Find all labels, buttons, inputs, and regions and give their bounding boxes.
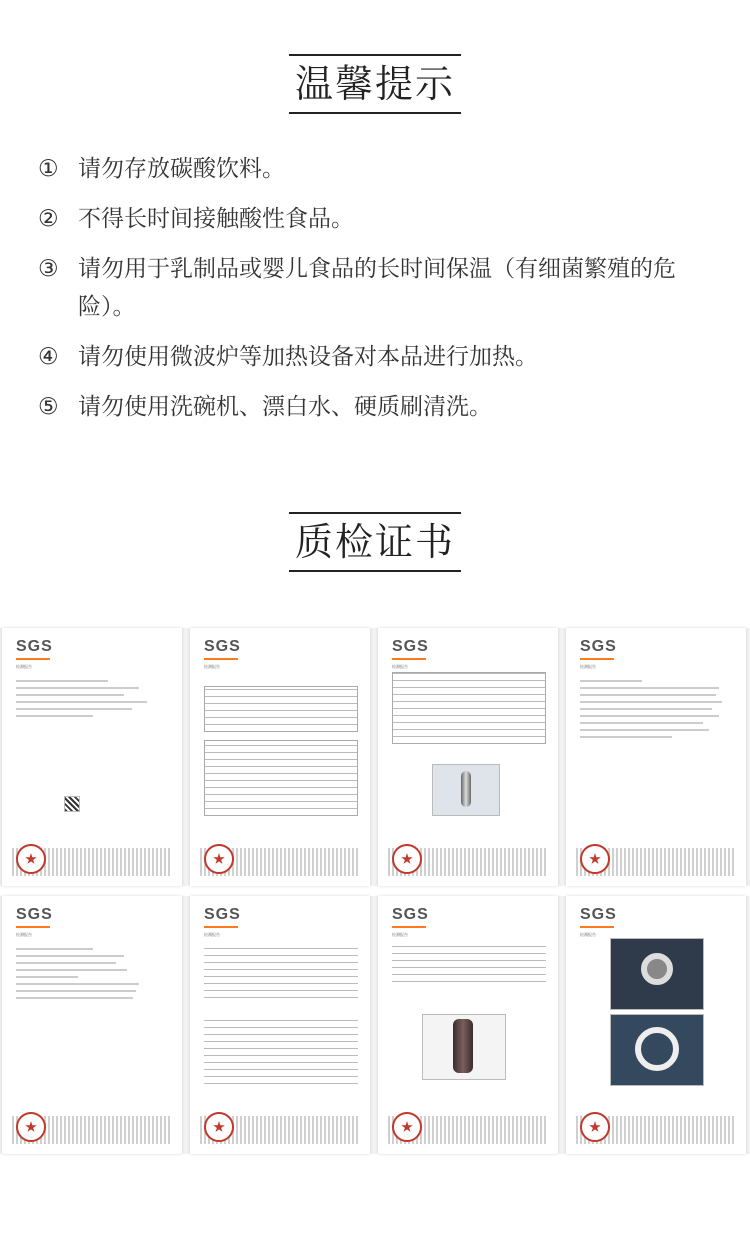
report-text	[16, 680, 170, 722]
report-text	[580, 680, 734, 743]
report-table	[204, 686, 358, 732]
cert-title: 质检证书	[289, 512, 461, 572]
tip-item	[38, 200, 718, 238]
sgs-logo: SGS	[580, 638, 617, 655]
sgs-logo: SGS	[204, 638, 241, 655]
logo-underline	[580, 658, 614, 660]
certificate-page[interactable]	[378, 896, 558, 1154]
report-table	[204, 740, 358, 816]
certificate-page[interactable]	[190, 628, 370, 886]
tip-text: 不得长时间接触酸性食品。	[78, 206, 354, 232]
sgs-logo: SGS	[392, 638, 429, 655]
product-photo	[610, 938, 704, 1010]
tip-number: ③	[38, 256, 59, 282]
tip-item	[38, 338, 718, 376]
sgs-logo: SGS	[16, 906, 53, 923]
logo-underline	[580, 926, 614, 928]
seal-icon	[204, 844, 234, 874]
report-header: 检测报告	[16, 664, 32, 669]
seal-icon	[392, 844, 422, 874]
report-table	[392, 672, 546, 744]
tip-text: 请勿使用微波炉等加热设备对本品进行加热。	[78, 344, 538, 370]
certificate-page[interactable]	[190, 896, 370, 1154]
certificate-page[interactable]	[2, 896, 182, 1154]
certificate-row	[0, 896, 750, 1154]
tip-number: ①	[38, 156, 59, 182]
seal-icon	[204, 1112, 234, 1142]
logo-underline	[16, 926, 50, 928]
tip-text: 请勿用于乳制品或婴儿食品的长时间保温（有细菌繁殖的危险）。	[78, 256, 676, 320]
report-table	[392, 944, 546, 988]
tip-text: 请勿使用洗碗机、漂白水、硬质刷清洗。	[78, 394, 492, 420]
report-table	[204, 944, 358, 1004]
seal-icon	[392, 1112, 422, 1142]
report-header: 检测报告	[580, 932, 596, 937]
report-header: 检测报告	[392, 664, 408, 669]
certificate-page[interactable]	[378, 628, 558, 886]
certificate-page[interactable]	[566, 896, 746, 1154]
certificate-gallery	[0, 628, 750, 1154]
report-text	[16, 948, 170, 1004]
sgs-logo: SGS	[204, 906, 241, 923]
report-table	[204, 1020, 358, 1090]
seal-icon	[580, 844, 610, 874]
sgs-logo: SGS	[580, 906, 617, 923]
tip-item	[38, 388, 718, 426]
product-photo	[432, 764, 500, 816]
product-photo	[610, 1014, 704, 1086]
qr-code-icon	[64, 796, 80, 812]
seal-icon	[16, 1112, 46, 1142]
tip-number: ④	[38, 344, 59, 370]
certificate-page[interactable]	[566, 628, 746, 886]
tip-number: ⑤	[38, 394, 59, 420]
tips-title: 温馨提示	[289, 54, 461, 114]
report-header: 检测报告	[204, 932, 220, 937]
logo-underline	[16, 658, 50, 660]
tip-item	[38, 150, 718, 188]
certificate-page[interactable]	[2, 628, 182, 886]
certificate-row	[0, 628, 750, 886]
tip-number: ②	[38, 206, 59, 232]
product-photo	[422, 1014, 506, 1080]
tips-list	[38, 150, 718, 438]
seal-icon	[580, 1112, 610, 1142]
report-header: 检测报告	[580, 664, 596, 669]
report-header: 检测报告	[16, 932, 32, 937]
tip-item	[38, 250, 718, 326]
tip-text: 请勿存放碳酸饮料。	[78, 156, 285, 182]
report-header: 检测报告	[392, 932, 408, 937]
sgs-logo: SGS	[392, 906, 429, 923]
logo-underline	[392, 926, 426, 928]
sgs-logo: SGS	[16, 638, 53, 655]
signature-image	[26, 796, 48, 814]
logo-underline	[204, 926, 238, 928]
logo-underline	[392, 658, 426, 660]
report-header: 检测报告	[204, 664, 220, 669]
seal-icon	[16, 844, 46, 874]
logo-underline	[204, 658, 238, 660]
